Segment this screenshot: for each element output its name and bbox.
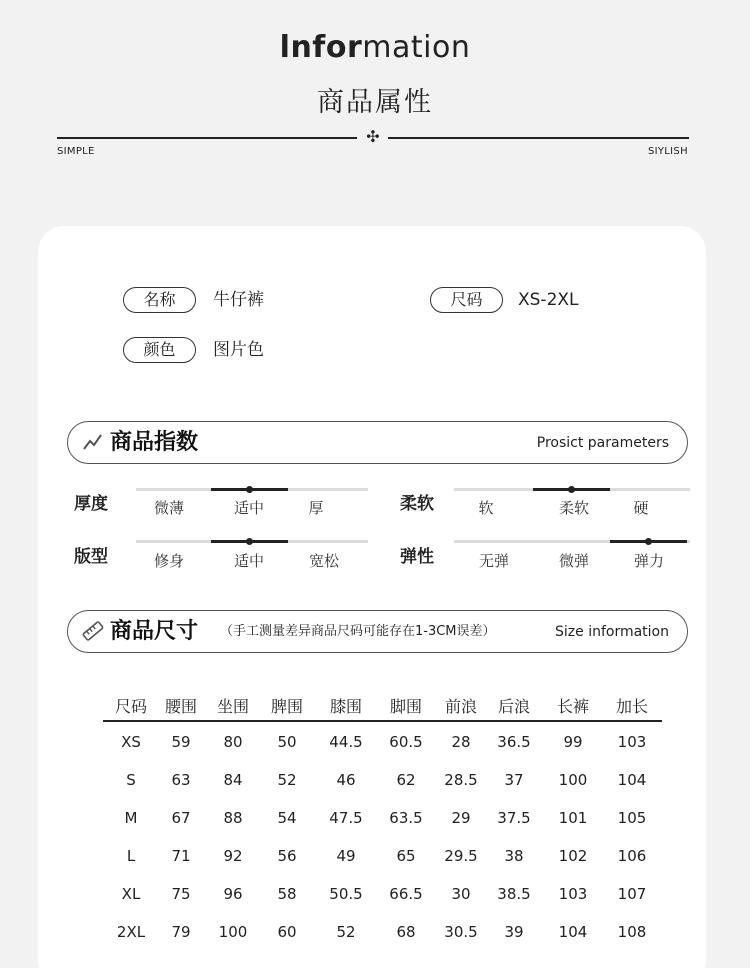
table-cell: 103: [617, 733, 647, 751]
table-cell: 29: [451, 809, 471, 827]
table-cell: 52: [336, 923, 356, 941]
table-cell: 104: [617, 771, 647, 789]
table-cell: 47.5: [329, 809, 363, 827]
table-header-cell: 长裤: [556, 697, 589, 716]
param-option: 适中: [233, 552, 264, 570]
table-header-cell: 腰围: [164, 697, 197, 716]
table-cell: 108: [617, 923, 647, 941]
table-header-cell: 后浪: [497, 697, 530, 716]
table-cell: 58: [277, 885, 297, 903]
table-cell: M: [124, 809, 138, 827]
table-cell: 103: [558, 885, 588, 903]
table-cell: 100: [558, 771, 588, 789]
param-label-softness: 柔软: [400, 494, 434, 514]
param-option: 微弹: [558, 552, 589, 570]
table-cell: 50: [277, 733, 297, 751]
index-section-header: [67, 421, 688, 464]
table-header-cell: 脾围: [270, 697, 303, 716]
table-header-cell: 前浪: [444, 697, 477, 716]
table-cell: L: [126, 847, 136, 865]
param-label-fit: 版型: [74, 547, 108, 567]
param-label-thickness: 厚度: [74, 494, 108, 514]
param-option: 厚: [308, 499, 324, 517]
param-option: 修身: [153, 552, 184, 570]
table-cell: 84: [223, 771, 243, 789]
table-cell: 37: [504, 771, 524, 789]
table-header-cell: 尺码: [114, 697, 147, 716]
table-cell: XL: [121, 885, 141, 903]
table-cell: 92: [223, 847, 243, 865]
table-cell: 102: [558, 847, 588, 865]
page-title: 商品属性: [317, 87, 433, 118]
color-label: 颜色: [123, 337, 196, 363]
table-cell: 50.5: [329, 885, 363, 903]
param-dot-fit: [246, 538, 253, 545]
table-cell: 101: [558, 809, 588, 827]
table-cell: 59: [171, 733, 191, 751]
table-cell: 67: [171, 809, 191, 827]
stylish-label: SIYLISH: [648, 146, 688, 157]
table-cell: 71: [171, 847, 191, 865]
table-cell: 30: [451, 885, 471, 903]
table-cell: 38.5: [497, 885, 531, 903]
table-cell: 105: [617, 809, 647, 827]
param-option: 宽松: [308, 552, 339, 570]
size-section-note: （手工测量差异商品尺码可能存在1-3CM误差）: [220, 624, 496, 639]
table-cell: 88: [223, 809, 243, 827]
table-cell: XS: [121, 733, 141, 751]
param-label-elasticity: 弹性: [400, 547, 434, 567]
table-cell: 66.5: [389, 885, 423, 903]
size-section-header: [67, 610, 688, 653]
param-option: 微薄: [153, 499, 184, 517]
table-cell: 54: [277, 809, 297, 827]
divider-left: [57, 137, 357, 139]
table-cell: 75: [171, 885, 191, 903]
table-cell: 44.5: [329, 733, 363, 751]
param-dot-thickness: [246, 486, 253, 493]
table-cell: 30.5: [444, 923, 478, 941]
table-cell: 38: [504, 847, 524, 865]
table-cell: 99: [563, 733, 583, 751]
table-cell: 36.5: [497, 733, 531, 751]
size-section-english: Size information: [555, 624, 669, 640]
trend-line-icon: [82, 431, 104, 453]
param-dot-softness: [568, 486, 575, 493]
ruler-icon: [82, 620, 104, 642]
table-cell: 104: [558, 923, 588, 941]
table-cell: 46: [336, 771, 356, 789]
table-header-cell: 坐围: [216, 697, 249, 716]
table-cell: 60: [277, 923, 297, 941]
size-label: 尺码: [430, 287, 503, 313]
cross-ornament-icon: ✣: [366, 127, 380, 146]
table-header-cell: 脚围: [389, 697, 422, 716]
table-cell: 79: [171, 923, 191, 941]
table-header-rule: [103, 720, 662, 722]
param-option: 适中: [233, 499, 264, 517]
param-option: 无弹: [478, 552, 509, 570]
table-cell: 100: [218, 923, 248, 941]
size-section-title: 商品尺寸: [110, 619, 199, 644]
divider-right: [388, 137, 689, 139]
param-option: 软: [478, 499, 494, 517]
table-cell: 29.5: [444, 847, 478, 865]
table-cell: 37.5: [497, 809, 531, 827]
table-cell: 107: [617, 885, 647, 903]
table-cell: 96: [223, 885, 243, 903]
table-cell: 63: [171, 771, 191, 789]
table-cell: 62: [396, 771, 416, 789]
table-cell: 80: [223, 733, 243, 751]
page-title-english: lnformation: [279, 30, 471, 65]
simple-label: SIMPLE: [57, 146, 95, 157]
table-cell: 60.5: [389, 733, 423, 751]
table-cell: 65: [396, 847, 416, 865]
name-label: 名称: [123, 287, 196, 313]
table-cell: 56: [277, 847, 297, 865]
table-header-cell: 加长: [615, 697, 648, 716]
index-section-title: 商品指数: [110, 430, 199, 455]
table-cell: 28.5: [444, 771, 478, 789]
table-cell: 106: [617, 847, 647, 865]
table-cell: 52: [277, 771, 297, 789]
table-cell: 68: [396, 923, 416, 941]
color-value: 图片色: [213, 340, 264, 360]
param-option: 柔软: [558, 499, 589, 517]
table-header-cell: 膝围: [329, 697, 362, 716]
table-cell: 39: [504, 923, 524, 941]
size-value: XS-2XL: [518, 290, 579, 310]
name-value: 牛仔裤: [213, 290, 264, 310]
table-cell: 49: [336, 847, 356, 865]
table-cell: S: [126, 771, 136, 789]
table-cell: 2XL: [116, 923, 146, 941]
param-option: 硬: [633, 499, 649, 517]
index-section-english: Prosict parameters: [536, 435, 669, 451]
param-dot-elasticity: [645, 538, 652, 545]
table-cell: 63.5: [389, 809, 423, 827]
param-option: 弹力: [633, 552, 664, 570]
table-cell: 28: [451, 733, 471, 751]
